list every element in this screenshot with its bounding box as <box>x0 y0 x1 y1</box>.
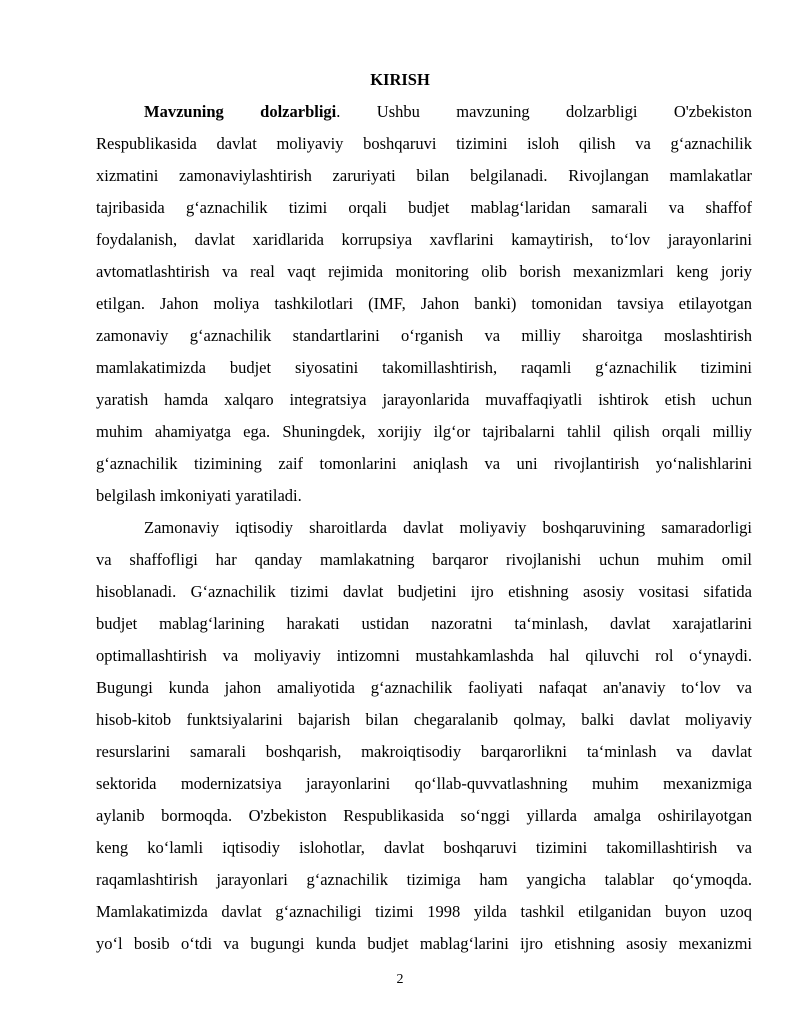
paragraph-line: avtomatlashtirish va real vaqt rejimida monitoring olib borish mexanizmlari keng joriy <box>96 262 752 281</box>
paragraph-line: Bugungi kunda jahon amaliyotida g‘aznachilik faoliyati nafaqat an'anaviy to‘lov va <box>96 678 752 697</box>
paragraph-line: xizmatini zamonaviylashtirish zaruriyati bilan belgilanadi. Rivojlangan mamlakatlar <box>96 166 752 185</box>
page-number: 2 <box>396 972 404 987</box>
paragraph-line: aylanib bormoqda. O'zbekiston Respublikasida so‘nggi yillarda amalga oshirilayotgan <box>96 806 752 825</box>
paragraph-line: raqamlashtirish jarayonlari g‘aznachilik tizimiga ham yangicha talablar qo‘ymoqda. <box>96 870 752 889</box>
paragraph-line: mamlakatimizda budjet siyosatini takomillashtirish, raqamli g‘aznachilik tizimini <box>96 358 752 377</box>
paragraph-line: tajribasida g‘aznachilik tizimi orqali budjet mablag‘laridan samarali va shaffof <box>96 198 752 217</box>
paragraph-line: muhim ahamiyatga ega. Shuningdek, xorijiy ilg‘or tajribalarni tahlil qilish orqali milliy <box>96 422 752 441</box>
paragraph-line: keng ko‘lamli iqtisodiy islohotlar, davlat boshqaruvi tizimini takomillashtirish va <box>96 838 752 857</box>
paragraph-line: zamonaviy g‘aznachilik standartlarini o‘rganish va milliy sharoitga moslashtirish <box>96 326 752 345</box>
paragraph-line: g‘aznachilik tizimining zaif tomonlarini aniqlash va uni rivojlantirish yo‘nalishlarini <box>96 454 752 473</box>
paragraph-line: resurslarini samarali boshqarish, makroiqtisodiy barqarorlikni ta‘minlash va davlat <box>96 742 752 761</box>
paragraph-line: hisob-kitob funktsiyalarini bajarish bilan chegaralanib qolmay, balki davlat moliyaviy <box>96 710 752 729</box>
paragraph-line: Respublikasida davlat moliyaviy boshqaruvi tizimini isloh qilish va g‘aznachilik <box>96 134 752 153</box>
paragraph-line: Zamonaviy iqtisodiy sharoitlarda davlat moliyaviy boshqaruvining samaradorligi <box>144 518 752 537</box>
paragraph-line: foydalanish, davlat xaridlarida korrupsiya xavflarini kamaytirish, to‘lov jarayonlarini <box>96 230 752 249</box>
lead-text: . Ushbu mavzuning dolzarbligi O'zbekiston <box>336 102 752 121</box>
paragraph-line: optimallashtirish va moliyaviy intizomni mustahkamlashda hal qiluvchi rol o‘ynaydi. <box>96 646 752 665</box>
paragraph-line: hisoblanadi. G‘aznachilik tizimi davlat budjetini ijro etishning asosiy vositasi sifatida <box>96 582 752 601</box>
paragraph-line: belgilash imkoniyati yaratiladi. <box>96 486 302 505</box>
lead-bold-phrase: Mavzuning dolzarbligi <box>144 102 337 121</box>
paragraph-line: yo‘l bosib o‘tdi va bugungi kunda budjet mablag‘larini ijro etishning asosiy mexanizmi <box>96 934 752 953</box>
section-heading: KIRISH <box>370 70 430 89</box>
paragraph-line: va shaffofligi har qanday mamlakatning barqaror rivojlanishi uchun muhim omil <box>96 550 752 569</box>
paragraph-1-line-1 <box>144 100 752 124</box>
paragraph-line: sektorida modernizatsiya jarayonlarini qo‘llab-quvvatlashning muhim mexanizmiga <box>96 774 752 793</box>
paragraph-line: yaratish hamda xalqaro integratsiya jarayonlarida muvaffaqiyatli ishtirok etish uchun <box>96 390 752 409</box>
paragraph-line: budjet mablag‘larining harakati ustidan nazoratni ta‘minlash, davlat xarajatlarini <box>96 614 752 633</box>
paragraph-line: Mamlakatimizda davlat g‘aznachiligi tizimi 1998 yilda tashkil etilganidan buyon uzoq <box>96 902 752 921</box>
paragraph-line: etilgan. Jahon moliya tashkilotlari (IMF, Jahon banki) tomonidan tavsiya etilayotgan <box>96 294 752 313</box>
